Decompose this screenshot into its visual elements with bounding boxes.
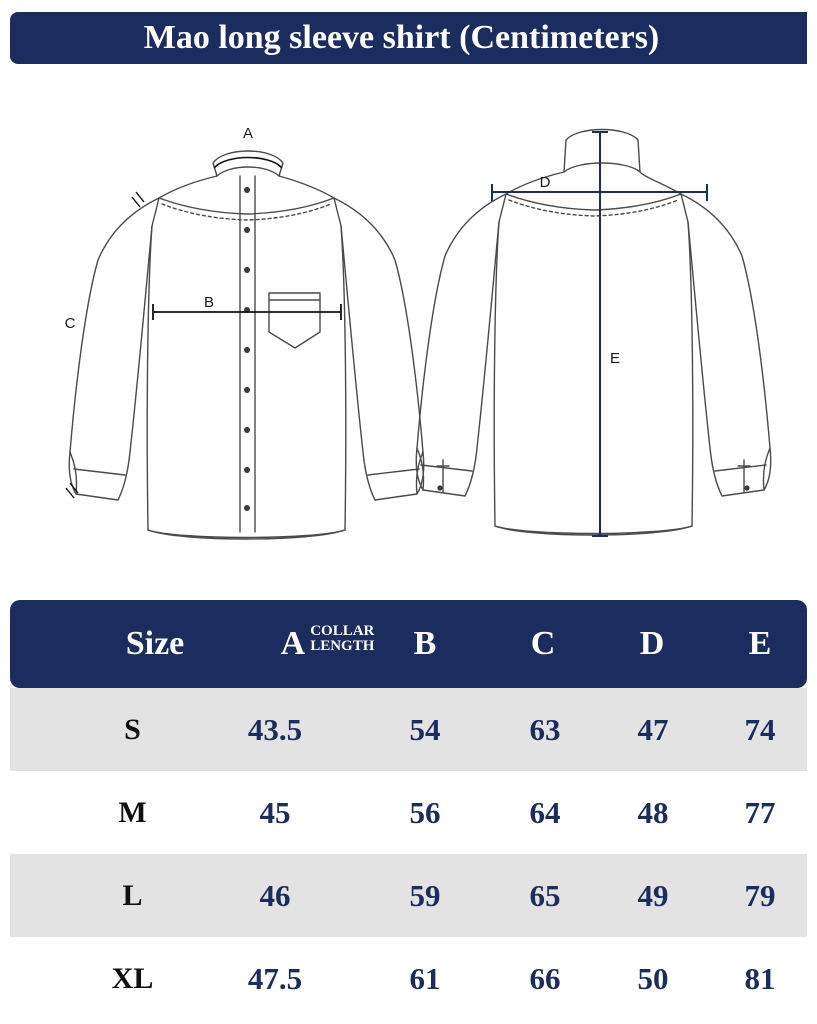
measure-b-line [153, 304, 341, 320]
cell-b: 61 [409, 960, 441, 996]
label-e: E [609, 350, 621, 367]
measure-c-line [66, 192, 144, 498]
cell-c: 66 [529, 960, 561, 996]
shirt-diagram [0, 80, 817, 580]
header-a-letter: A [280, 625, 306, 662]
page-title: Mao long sleeve shirt (Centimeters) [143, 19, 660, 56]
table-row [10, 854, 807, 937]
cell-a: 45 [259, 794, 291, 830]
cell-size: S [124, 712, 141, 746]
table-row [10, 688, 807, 771]
front-button-group [244, 187, 250, 511]
label-a: A [242, 125, 254, 142]
back-cuff-button-group [437, 485, 749, 490]
label-b: B [203, 294, 215, 311]
table-row [10, 771, 807, 854]
cell-a: 43.5 [247, 711, 303, 747]
table-row [10, 937, 807, 1020]
label-c: C [64, 315, 76, 332]
cell-size: M [118, 795, 147, 829]
cell-c: 65 [529, 877, 561, 913]
back-shirt-outline [416, 130, 771, 536]
page-title-bar [10, 12, 807, 64]
cell-e: 74 [744, 711, 776, 747]
label-d: D [539, 174, 551, 191]
header-e: E [748, 625, 772, 662]
table-header-row [10, 600, 807, 688]
cell-e: 79 [744, 877, 776, 913]
cell-size: XL [111, 961, 154, 995]
header-a-subtitle [310, 624, 374, 655]
header-d: D [639, 625, 665, 662]
cell-d: 50 [637, 960, 669, 996]
cell-d: 48 [637, 794, 669, 830]
size-chart-table [10, 600, 807, 1020]
cell-c: 63 [529, 711, 561, 747]
header-a-subtitle-line2: LENGTH [310, 638, 375, 654]
header-b: B [413, 625, 437, 662]
header-a-subtitle-line1: COLLAR [310, 622, 375, 639]
shirt-diagram-svg [0, 80, 817, 580]
cell-d: 47 [637, 711, 669, 747]
header-c: C [530, 625, 556, 662]
cell-size: L [122, 878, 143, 912]
cell-b: 54 [409, 711, 441, 747]
front-shirt-outline [69, 151, 424, 539]
cell-b: 56 [409, 794, 441, 830]
cell-a: 47.5 [247, 960, 303, 996]
cell-e: 81 [744, 960, 776, 996]
cell-b: 59 [409, 877, 441, 913]
cell-c: 64 [529, 794, 561, 830]
cell-a: 46 [259, 877, 291, 913]
cell-d: 49 [637, 877, 669, 913]
cell-e: 77 [744, 794, 776, 830]
header-size: Size [125, 625, 185, 662]
